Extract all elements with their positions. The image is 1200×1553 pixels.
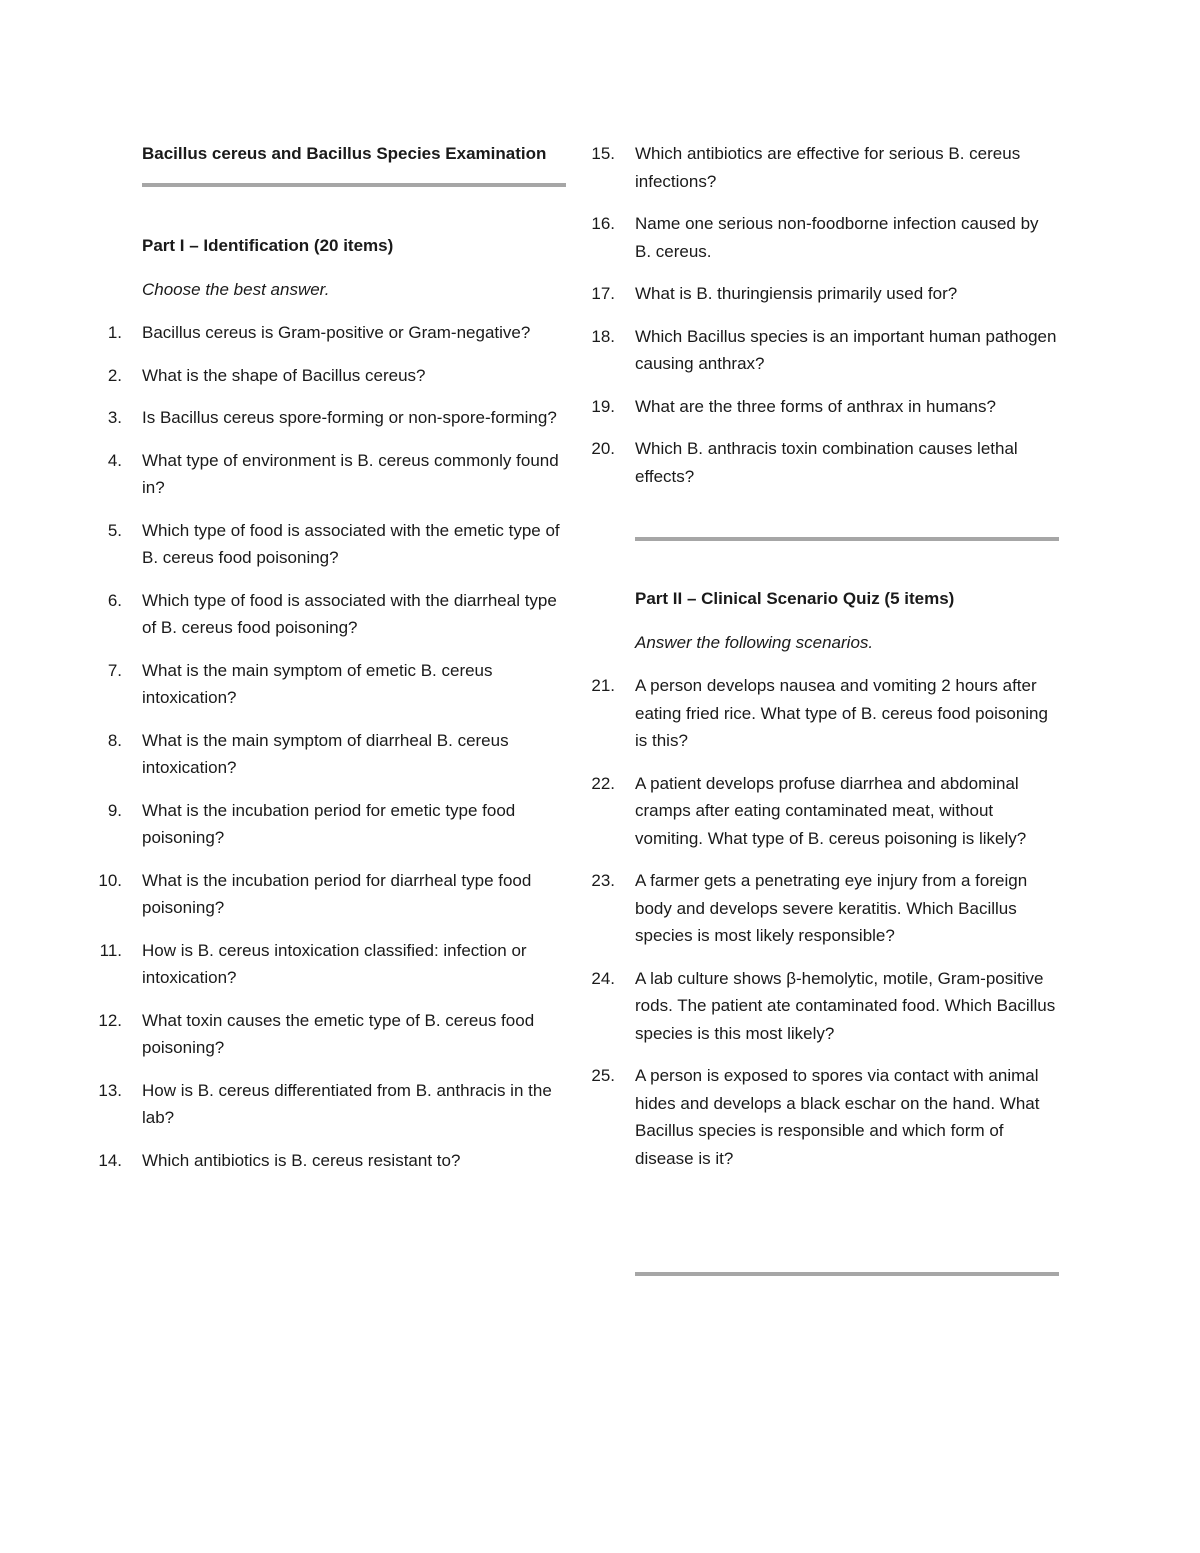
question-text: What is the incubation period for diarrheal type food poisoning?: [142, 870, 532, 917]
question-text: A person develops nausea and vomiting 2 hours after eating fried rice. What type of B. cereus food poisoning is this?: [635, 676, 1048, 750]
question-text: Bacillus cereus is Gram-positive or Gram-negative?: [142, 323, 531, 342]
question-item: [565, 323, 1059, 378]
question-number: 24.: [591, 968, 615, 988]
question-text: A patient develops profuse diarrhea and abdominal cramps after eating contaminated meat, without vomiting. What type of B. cereus poisoning is likely?: [635, 773, 1027, 848]
question-item: [565, 210, 1059, 265]
question-item: [72, 727, 566, 782]
question-number: 6.: [107, 590, 122, 610]
question-number: 15.: [591, 144, 615, 163]
question-item: [72, 587, 566, 642]
question-number: 8.: [107, 730, 122, 750]
question-number: 17.: [591, 284, 615, 303]
question-text: What are the three forms of anthrax in humans?: [635, 396, 996, 416]
question-number: 22.: [591, 773, 615, 793]
question-text: What is the shape of Bacillus cereus?: [142, 365, 426, 385]
question-text: Which B. anthracis toxin combination causes lethal effects?: [635, 439, 1018, 486]
question-number: 2.: [107, 365, 122, 385]
question-text: Which type of food is associated with the emetic type of B. cereus food poisoning?: [142, 520, 560, 567]
question-text: How is B. cereus differentiated from B. anthracis in the lab?: [142, 1080, 552, 1127]
question-text: What is the main symptom of diarrheal B. cereus intoxication?: [142, 730, 509, 777]
part2-end-divider: [635, 1272, 1059, 1276]
question-number: 1.: [107, 323, 122, 342]
question-item: [565, 280, 1059, 308]
question-text: Name one serious non-foodborne infection caused by B. cereus.: [635, 214, 1039, 261]
question-item: [72, 517, 566, 572]
question-item: [72, 319, 566, 347]
question-item: [72, 1077, 566, 1132]
question-number: 12.: [98, 1010, 122, 1030]
question-text: Which type of food is associated with the diarrheal type of B. cereus food poisoning?: [142, 590, 557, 637]
question-number: 5.: [107, 520, 122, 540]
question-number: 21.: [591, 676, 615, 695]
question-number: 25.: [591, 1066, 615, 1085]
question-number: 4.: [107, 450, 122, 470]
question-item: [72, 447, 566, 502]
document-title: Bacillus cereus and Bacillus Species Examination: [142, 144, 547, 163]
question-number: 13.: [98, 1080, 122, 1100]
question-text: Which antibiotics are effective for serious B. cereus infections?: [635, 144, 1021, 191]
question-item: [565, 393, 1059, 421]
question-text: What type of environment is B. cereus commonly found in?: [142, 450, 559, 497]
question-number: 10.: [98, 870, 122, 890]
question-item: [72, 404, 566, 432]
question-number: 11.: [99, 940, 122, 960]
question-item: [72, 797, 566, 852]
question-text: Which antibiotics is B. cereus resistant to?: [142, 1150, 461, 1170]
question-item: [565, 770, 1059, 853]
question-number: 7.: [107, 660, 122, 680]
question-text: Which Bacillus species is an important human pathogen causing anthrax?: [635, 326, 1057, 373]
question-number: 23.: [591, 871, 615, 890]
question-item: [565, 867, 1059, 950]
question-item: [72, 1007, 566, 1062]
question-text: How is B. cereus intoxication classified: infection or intoxication?: [142, 940, 527, 987]
question-number: 3.: [107, 408, 122, 427]
question-item: [72, 657, 566, 712]
question-number: 20.: [591, 439, 615, 458]
question-number: 16.: [591, 214, 615, 233]
part1-end-divider: [635, 537, 1059, 541]
question-item: [72, 362, 566, 390]
part2-instruction: Answer the following scenarios.: [635, 633, 874, 652]
part1-question-list: [72, 319, 566, 1189]
part2-heading: Part II – Clinical Scenario Quiz (5 items): [635, 589, 955, 608]
question-item: [565, 435, 1059, 490]
question-text: What is the main symptom of emetic B. cereus intoxication?: [142, 660, 493, 707]
question-text: What is B. thuringiensis primarily used for?: [635, 284, 958, 303]
question-number: 14.: [98, 1150, 122, 1170]
question-item: [565, 1062, 1059, 1172]
part1-heading: Part I – Identification (20 items): [142, 236, 394, 255]
question-text: What is the incubation period for emetic type food poisoning?: [142, 800, 516, 847]
question-item: [72, 867, 566, 922]
question-text: A farmer gets a penetrating eye injury from a foreign body and develops severe keratitis. Which Bacillus species is most likely responsible?: [635, 871, 1028, 945]
question-number: 19.: [591, 396, 615, 416]
question-item: [72, 1147, 566, 1175]
question-item: [565, 140, 1059, 195]
question-text: A person is exposed to spores via contact with animal hides and develops a black eschar on the hand. What Bacillus species is responsible and which form of disease is it?: [635, 1066, 1040, 1168]
title-divider: [142, 183, 566, 187]
question-text: What toxin causes the emetic type of B. cereus food poisoning?: [142, 1010, 535, 1057]
question-item: [565, 965, 1059, 1048]
question-item: [72, 937, 566, 992]
part1-instruction: Choose the best answer.: [142, 280, 330, 299]
question-text: Is Bacillus cereus spore-forming or non-spore-forming?: [142, 408, 557, 427]
question-text: A lab culture shows β-hemolytic, motile, Gram-positive rods. The patient ate contaminated food. Which Bacillus species is this most likely?: [635, 968, 1056, 1043]
question-item: [565, 672, 1059, 755]
part1-question-list-continued: [565, 140, 1059, 505]
question-number: 18.: [591, 326, 615, 346]
part2-question-list: [565, 672, 1059, 1187]
question-number: 9.: [107, 800, 122, 820]
